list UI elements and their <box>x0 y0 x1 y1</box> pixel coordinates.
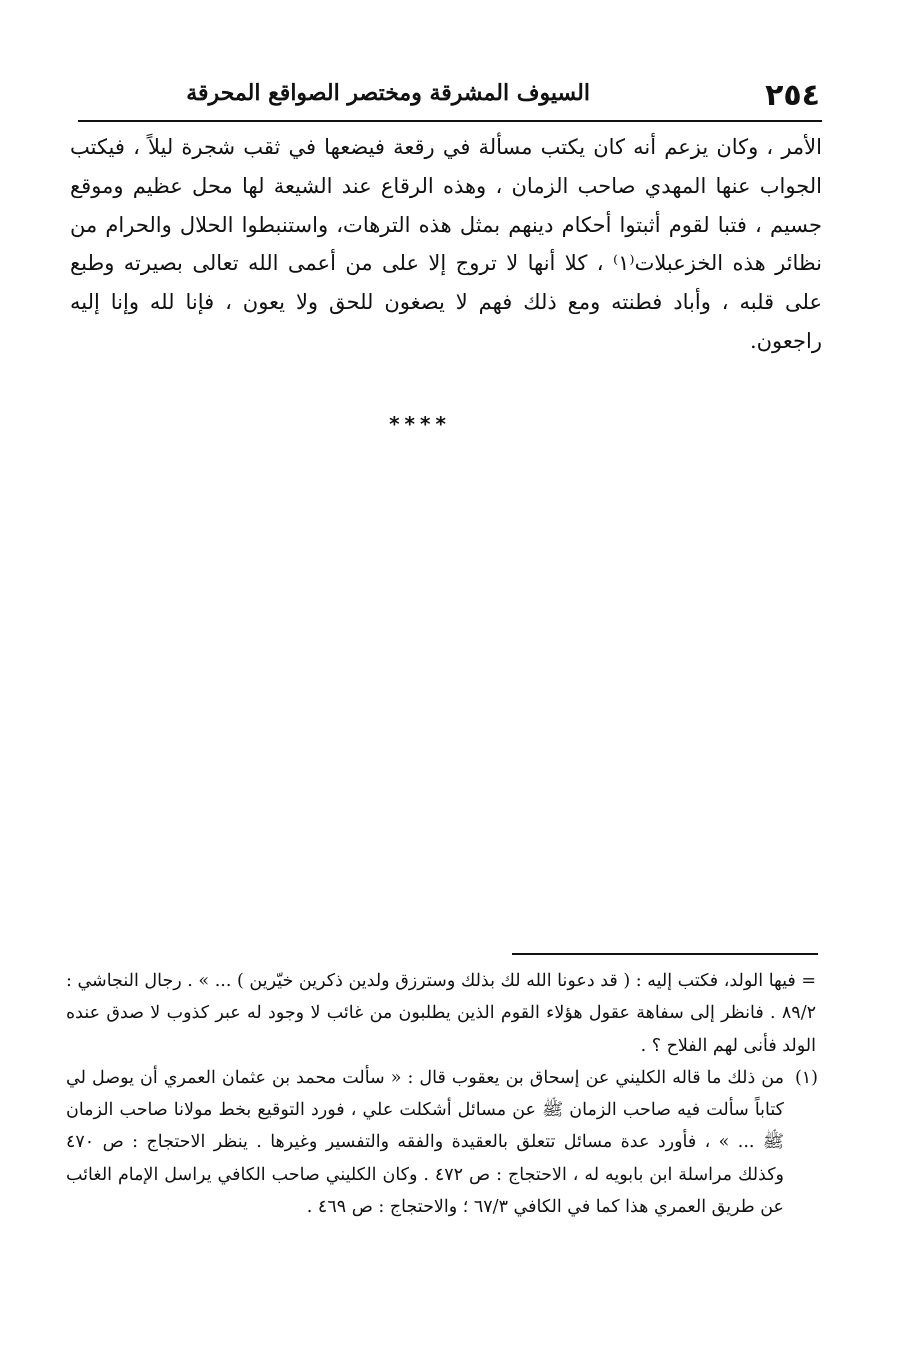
running-title: السيوف المشرقة ومختصر الصواقع المحرقة <box>186 80 590 106</box>
page-number: ٢٥٤ <box>765 78 820 113</box>
main-text <box>70 128 822 361</box>
footnote-continued: = فيها الولد، فكتب إليه : ( قد دعونا الله لك بذلك وسترزق ولدين ذكرين خيّرين ) ... » . رجال النجاشي : ٨٩/٢ . فانظر إلى سفاهة عقول هؤلاء القوم الذين يطلبون من غائب لا وجود له عبر كذوب لا صدق عنده الولد فأنى لهم الفلاح ؟ . <box>66 971 816 1056</box>
footnote-marker: (١) <box>794 1067 818 1088</box>
page-header <box>78 72 820 122</box>
footnotes <box>66 965 818 1223</box>
footnote-rule <box>512 953 818 955</box>
body-paragraph: الأمر ، وكان يزعم أنه كان يكتب مسألة في رقعة فيضعها في ثقب شجرة ليلاً ، فيكتب الجواب عنها المهدي صاحب الزمان ، وهذه الرقاع عند الشيعة لها محل عظيم وموقع جسيم ، فتبا لقوم أثبتوا أحكام دينهم بمثل هذه الترهات، واستنبطوا الحلال والحرام من نظائر هذه الخزعبلات⁽١⁾ ، كلا أنها لا تروج إلا على من أعمى الله تعالى بصيرته وطبع على قلبه ، وأباد فطنته ومع ذلك فهم لا يصغون للحق ولا يعون ، فإنا لله وإنا إليه راجعون. <box>70 135 822 353</box>
section-separator-stars: **** <box>389 412 451 436</box>
footnote-text: من ذلك ما قاله الكليني عن إسحاق بن يعقوب قال : « سألت محمد بن عثمان العمري أن يوصل لي كتاباً سألت فيه صاحب الزمان ﷺ عن مسائل أشكلت علي ، فورد التوقيع بخط مولانا صاحب الزمان ﷺ ... » ، فأورد عدة مسائل تتعلق بالعقيدة والفقه والتفسير وغيرها . ينظر الاحتجاج : ص ٤٧٠ وكذلك مراسلة ابن بابويه له ، الاحتجاج : ص ٤٧٢ . وكان الكليني صاحب الكافي يراسل الإمام الغائب عن طريق العمري هذا كما في الكافي ٦٧/٣ ؛ والاحتجاج : ص ٤٦٩ . <box>66 1067 784 1218</box>
header-rule <box>78 120 822 122</box>
footnote-item <box>66 1062 818 1223</box>
